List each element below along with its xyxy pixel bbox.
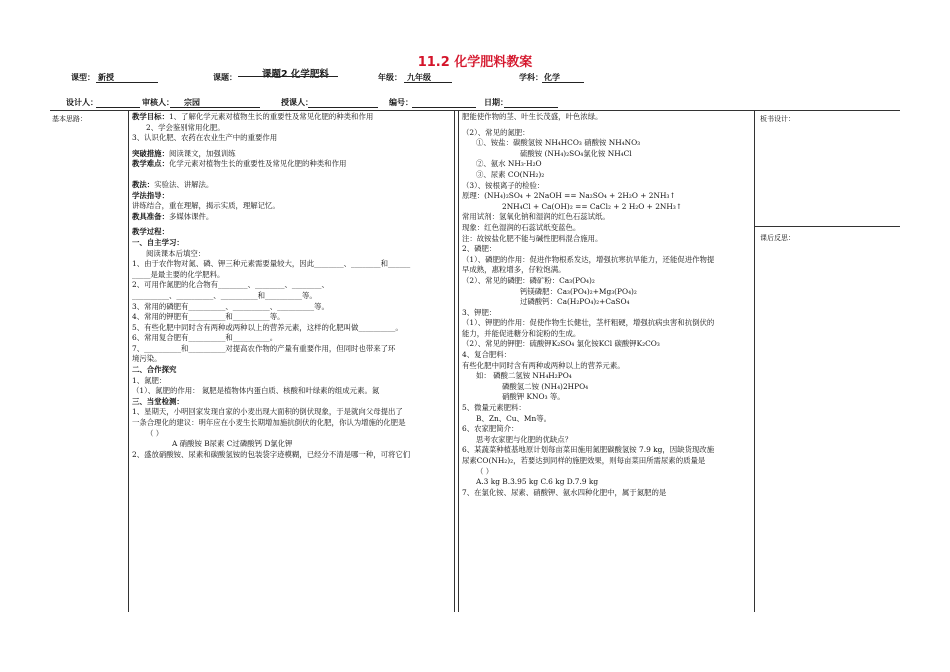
grade-label: 年级： (378, 73, 402, 82)
section-heading: 二、合作探究 (132, 365, 177, 375)
text-line: 5、有些化肥中同时含有两种或两种以上的营养元素，这样的化肥叫做__________。 (132, 322, 403, 332)
text-line: 1、由于农作物对氮、磷、钾三种元素需要量较大，因此________、________和______ (132, 259, 411, 269)
section-heading: 教学过程： (132, 227, 169, 237)
text-line (132, 149, 452, 160)
text-line: 7、__________和__________对提高农作物的产量有重要作用，但同时也带来了环 (132, 343, 396, 353)
grade-underline (404, 82, 452, 83)
topic-label: 课题： (213, 73, 237, 82)
text-line: 3、钾肥： (462, 307, 497, 317)
text-line: 讲练结合，重在理解，揭示实质，理解记忆。 (132, 201, 280, 211)
text-line: 有些化肥中同时含有两种或两种以上的营养元素。 (462, 360, 625, 370)
lesson-column-left (132, 112, 452, 460)
reviewer-label: 审核人： (142, 98, 174, 107)
reflection-label: 课后反思： (760, 234, 795, 242)
text-line: （2）、常见的磷肥：磷矿粉：Ca₃(PO₄)₂ (462, 275, 595, 285)
right-column-separator (754, 226, 900, 227)
text-line: 1、星期天，小明回家发现自家的小麦出现大面积的倒伏现象，于是就向父母提出了 (132, 407, 403, 417)
text-line: 2、可用作氮肥的化合物有________、________、________、 (132, 280, 329, 290)
column-divider-4 (754, 110, 755, 612)
text-line: 原理：(NH₄)₂SO₄ + 2NaOH == Na₂SO₄ + 2H₂O + 2NH₃↑ (462, 191, 676, 201)
text-line: 磷酸氢二铵 (NH₄)2HPO₄ (502, 381, 589, 391)
teacher-underline (308, 107, 378, 108)
text-line: 4、常用的钾肥有__________和__________等。 (132, 312, 285, 322)
section-heading: 教学目标： (132, 112, 169, 121)
text-line: 思考农家肥与化肥的优缺点？ (476, 434, 573, 444)
text-line: A 硝酸铵 B尿素 C过磷酸钙 D氯化钾 (172, 439, 293, 449)
reviewer-underline (170, 107, 260, 108)
section-heading: 教法： (132, 179, 155, 189)
section-heading: 突破措施： (132, 148, 169, 158)
column-divider-1 (128, 110, 129, 612)
board-design-label: 板书设计： (760, 115, 795, 123)
text-line: 3、认识化肥、农药在农业生产中的重要作用 (132, 133, 278, 143)
text-line: （1）、钾肥的作用：促使作物生长健壮，茎杆粗硬，增强抗病虫害和抗倒伏的 (462, 318, 715, 328)
text-line: 4、复合肥料： (462, 350, 512, 360)
text-line: 3、常用的磷肥有__________、__________、__________等。 (132, 301, 329, 311)
teacher-label: 授课人： (281, 98, 313, 107)
column-divider-3 (458, 110, 459, 612)
topic-value: 课题2 化学肥料 (262, 69, 329, 80)
text-line: （ ） (476, 466, 494, 476)
text-line: 硝酸钾 KNO₃ 等。 (502, 392, 565, 402)
text-line (132, 365, 452, 376)
type-label: 课型： (71, 73, 95, 82)
section-heading: 一、自主学习： (132, 237, 184, 247)
text-line: 阅读课本后填空： (146, 248, 206, 258)
text-line: 2、磷肥： (462, 244, 497, 254)
text-line: 过磷酸钙：Ca(H₂PO₄)₂+CaSO₄ (520, 297, 630, 307)
text-line: 1、氮肥： (132, 375, 167, 385)
text-line: 2、盛放硝酸铵、尿素和碳酸氢铵的包装袋字迹模糊，已经分不清是哪一种，可将它们 (132, 449, 411, 459)
text-line: 6、常用复合肥有__________和__________。 (132, 333, 278, 343)
text-line: A.3 kg B.3.95 kg C.6 kg D.7.9 kg (476, 477, 599, 487)
date-underline (504, 107, 558, 108)
section-heading: 教学难点： (132, 159, 169, 169)
section-text: 1、了解化学元素对植物生长的重要性及常见化肥的种类和作用 (168, 112, 374, 121)
text-line: 2、学会鉴别常用化肥。 (146, 122, 225, 132)
section-heading: 教具准备： (132, 211, 169, 221)
designer-underline (96, 107, 140, 108)
text-line (132, 238, 452, 249)
text-line: __________、__________、__________和__________等。 (132, 290, 317, 300)
text-line: 注：故铵盐化肥不能与碱性肥料混合施用。 (462, 233, 603, 243)
number-label: 编号： (389, 98, 413, 107)
text-line: 境污染。 (132, 354, 162, 364)
text-line: （1）、氮肥的作用： 氮肥是植物体内蛋白质、核酸和叶绿素的组成元素。氮 (132, 386, 380, 396)
text-line: （1）、磷肥的作用：促进作物根系发达，增强抗寒抗旱能力，还能促进作物提 (462, 254, 715, 264)
text-line: （2）、常见的钾肥：硫酸钾K₂SO₄ 氯化铵KCl 碳酸钾K₂CO₃ (462, 339, 660, 349)
text-line: 如： 磷酸二氢铵 NH₄H₂PO₄ (476, 371, 572, 381)
section-text: 实验法、讲解法。 (154, 179, 214, 189)
text-line: B、Zn、Cu、Mn等。 (476, 413, 552, 423)
text-line: 现象：红色湿润的石蕊试纸变蓝色。 (462, 222, 581, 232)
subject-underline (542, 82, 584, 83)
text-line: 常用试剂：氢氧化钠和湿润的红色石蕊试纸。 (462, 212, 610, 222)
text-line (132, 397, 452, 408)
section-text: 多媒体课件。 (168, 211, 214, 221)
text-line: （3）、铵根离子的检验： (462, 180, 545, 190)
column-divider-2 (454, 110, 455, 612)
text-line: 钙镁磷肥：Ca₃(PO₄)₂+Mg₃(PO₄)₂ (520, 286, 637, 296)
number-underline (412, 107, 476, 108)
table-top-border (50, 110, 900, 111)
type-underline (96, 82, 158, 83)
type-value: 新授 (98, 73, 114, 82)
subject-value: 化学 (544, 73, 560, 82)
date-label: 日期： (484, 98, 508, 107)
text-line: （2）、常见的氮肥： (462, 127, 530, 137)
text-line (132, 159, 452, 170)
text-line: ③、尿素 CO(NH₂)₂ (476, 169, 545, 179)
text-line: 尿素CO(NH₂)₂，若要达到同样的施肥效果，则每亩菜田所需尿素的质量是 (462, 456, 706, 465)
topic-underline (238, 76, 338, 77)
text-line: 7、在氯化铵、尿素、硝酸钾、氨水四种化肥中，属于氮肥的是 (462, 487, 667, 497)
text-line: ②、氨水 NH₃·H₂O (476, 159, 542, 169)
grade-value: 九年级 (407, 73, 431, 82)
text-line: 5、微量元素肥料： (462, 403, 526, 413)
text-line: 6、农家肥简介： (462, 424, 519, 434)
text-line: ①、铵盐：碳酸氢铵 NH₄HCO₃ 硝酸铵 NH₄NO₃ (476, 138, 641, 148)
text-line: 6、某蔬菜种植基地原计划每亩菜田施用氮肥碳酸氢铵 7.9 kg，因缺货现改施 (462, 445, 715, 455)
text-line (132, 227, 452, 238)
designer-label: 设计人： (66, 98, 98, 107)
lesson-column-right (462, 112, 752, 498)
text-line (132, 191, 452, 202)
section-text: 阅读课文，加强训练 (168, 148, 236, 158)
subject-label: 学科： (519, 73, 543, 82)
text-line: 早成熟，惠粒增多，仔粒饱满。 (462, 265, 566, 275)
text-line: 能力，并能促进糖分和淀粉的生成。 (462, 328, 581, 338)
basic-approach-label: 基本思路： (52, 115, 87, 123)
section-heading: 三、当堂检测： (132, 396, 184, 406)
section-heading: 学法指导： (132, 190, 169, 200)
text-line: _____是最主要的化学肥料。 (132, 269, 225, 279)
text-line: 一条合理化的建议：明年应在小麦生长期增加施抗倒伏的化肥，你认为增施的化肥是 (132, 418, 406, 428)
section-text: 化学元素对植物生长的重要性及常见化肥的种类和作用 (168, 159, 347, 169)
page-title: 11.2 化学肥料教案 (417, 55, 533, 70)
text-line (132, 212, 452, 223)
reviewer-value: 宗园 (184, 98, 200, 107)
text-line (132, 112, 452, 123)
text-line (132, 180, 452, 191)
text-line: 2NH₄Cl + Ca(OH)₂ == CaCl₂ + 2 H₂O + 2NH₃↑ (502, 201, 682, 211)
text-line: 肥能使作物的茎、叶生长茂盛，叶色浓绿。 (462, 112, 603, 121)
text-line: 硫酸铵 (NH₄)₂SO₄氯化铵 NH₄Cl (520, 148, 632, 158)
text-line: （ ） (146, 428, 164, 438)
